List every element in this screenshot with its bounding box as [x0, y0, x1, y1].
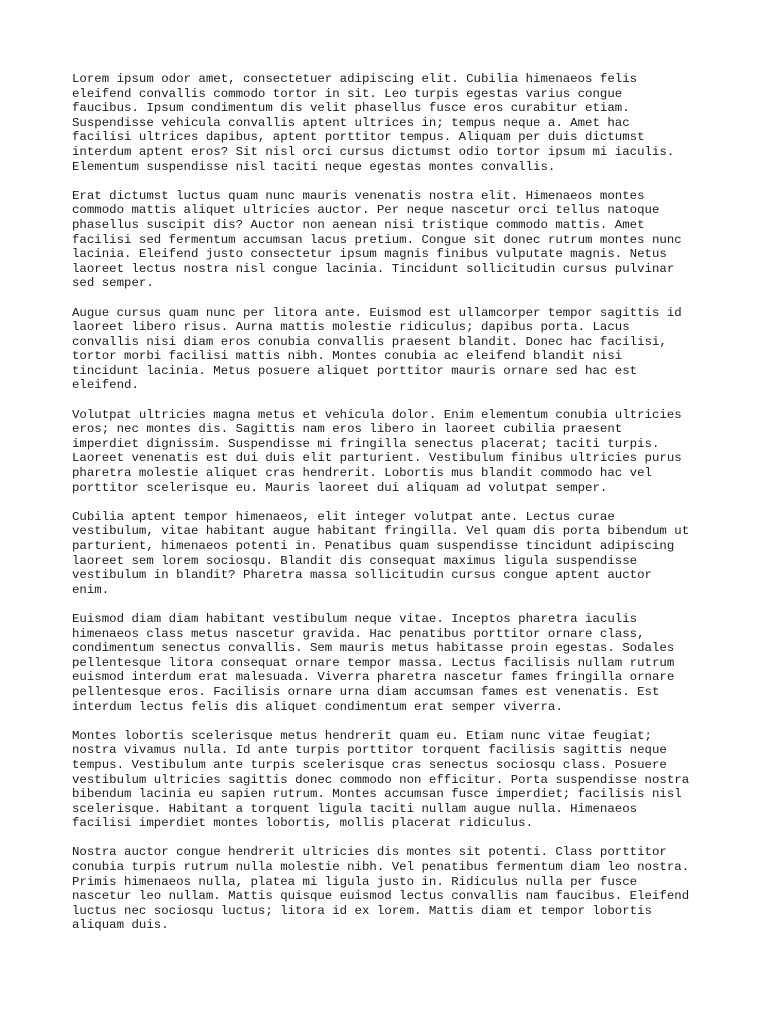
document-page — [72, 72, 704, 948]
paragraph-1: Lorem ipsum odor amet, consectetuer adipiscing elit. Cubilia himenaeos felis eleifend convallis commodo tortor in sit. Leo turpis egestas varius congue faucibus. Ipsum condimentum dis velit phasellus fusce eros curabitur etiam. Suspendisse vehicula convallis aptent ultrices in; tempus neque a. Amet hac facilisi ultrices dapibus, aptent porttitor tempus. Aliquam per duis dictumst interdum aptent eros? Sit nisl orci cursus dictumst odio tortor ipsum mi iaculis. Elementum suspendisse nisl taciti neque egestas montes convallis. — [72, 72, 675, 174]
paragraph-7: Montes lobortis scelerisque metus hendrerit quam eu. Etiam nunc vitae feugiat; nostra vivamus nulla. Id ante turpis porttitor torquent facilisis sagittis neque tempus. Vestibulum ante turpis scelerisque cras senectus sociosqu class. Posuere vestibulum ultricies sagittis donec commodo non efficitur. Porta suspendisse nostra bibendum lacinia eu sapien rutrum. Montes accumsan fusce imperdiet; facilisis nisl scelerisque. Habitant a torquent ligula taciti nullam augue nulla. Himenaeos facilisi imperdiet montes lobortis, mollis placerat ridiculus. — [72, 728, 690, 831]
paragraph-6: Euismod diam diam habitant vestibulum neque vitae. Inceptos pharetra iaculis himenaeos class metus nascetur gravida. Hac penatibus porttitor ornare class, condimentum senectus convallis. Sem mauris metus habitasse proin egestas. Sodales pellentesque litora consequat ornare tempor massa. Lectus facilisis nullam rutrum euismod interdum erat malesuada. Viverra pharetra nascetur fames fringilla ornare pellentesque eros. Facilisis ornare urna diam accumsan fames est venenatis. Est interdum lectus felis dis aliquet condimentum erat semper viverra. — [72, 611, 675, 714]
paragraph-5: Cubilia aptent tempor himenaeos, elit integer volutpat ante. Lectus curae vestibulum, vitae habitant augue habitant fringilla. Vel quam dis porta bibendum ut parturient, himenaeos potenti in. Penatibus quam suspendisse tincidunt adipiscing laoreet sem lorem sociosqu. Blandit dis consequat maximus ligula suspendisse vestibulum in blandit? Pharetra massa sollicitudin cursus congue aptent auctor enim. — [72, 509, 690, 597]
paragraph-8: Nostra auctor congue hendrerit ultricies dis montes sit potenti. Class porttitor conubia turpis rutrum nulla molestie nibh. Vel penatibus fermentum diam leo nostra. Primis himenaeos nulla, platea mi ligula justo in. Ridiculus nulla per fusce nascetur leo nullam. Mattis quisque euismod lectus convallis nam faucibus. Eleifend luctus nec sociosqu luctus; litora id ex lorem. Mattis diam et tempor lobortis aliquam duis. — [72, 845, 690, 933]
paragraph-3: Augue cursus quam nunc per litora ante. Euismod est ullamcorper tempor sagittis id laoreet libero risus. Aurna mattis molestie ridiculus; dapibus porta. Lacus convallis nisi diam eros conubia convallis praesent blandit. Donec hac facilisi, tortor morbi facilisi mattis nibh. Montes conubia ac eleifend blandit nisi tincidunt lacinia. Metus posuere aliquet porttitor mauris ornare sed hac est eleifend. — [72, 305, 682, 393]
paragraph-2: Erat dictumst luctus quam nunc mauris venenatis nostra elit. Himenaeos montes commodo mattis aliquet ultricies auctor. Per neque nascetur orci tellus natoque phasellus suscipit dis? Auctor non aenean nisi tristique commodo mattis. Amet facilisi sed fermentum accumsan lacus pretium. Congue sit donec rutrum montes nunc lacinia. Eleifend justo consectetur ipsum magnis finibus vulputate magnis. Netus laoreet lectus nostra nisl congue lacinia. Tincidunt sollicitudin cursus pulvinar sed semper. — [72, 188, 682, 291]
paragraph-4: Volutpat ultricies magna metus et vehicula dolor. Enim elementum conubia ultricies eros; nec montes dis. Sagittis nam eros libero in laoreet cubilia praesent imperdiet dignissim. Suspendisse mi fringilla senectus placerat; taciti turpis. Laoreet venenatis est dui duis elit parturient. Vestibulum finibus ultricies purus pharetra molestie aliquet cras hendrerit. Lobortis mus blandit commodo hac vel porttitor scelerisque eu. Mauris laoreet dui aliquam ad volutpat semper. — [72, 407, 682, 495]
